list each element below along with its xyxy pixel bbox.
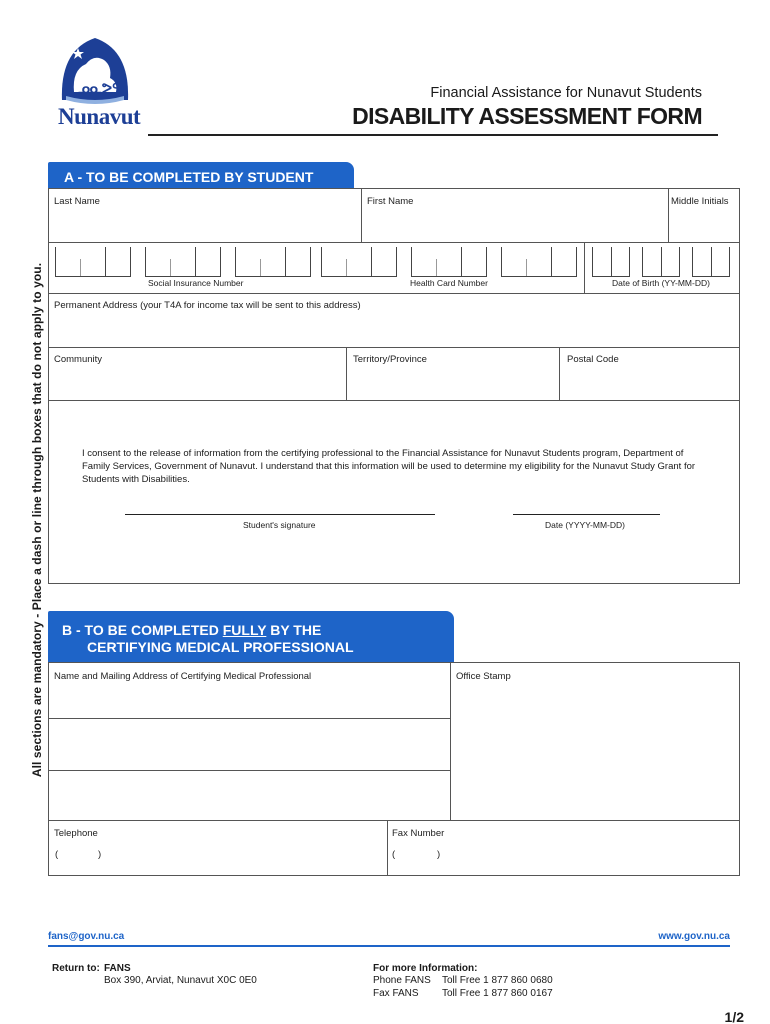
divider: [48, 770, 450, 771]
signature-date-line[interactable]: [513, 514, 660, 515]
middle-initials-field[interactable]: [670, 190, 738, 240]
fax-label: Fax Number: [392, 828, 445, 839]
section-b-tab-pre: B - TO BE COMPLETED: [62, 622, 223, 638]
telephone-label: Telephone: [54, 828, 98, 839]
first-name-field[interactable]: [364, 190, 666, 240]
fax-fans-label: Fax FANS: [373, 988, 419, 999]
divider: [48, 293, 740, 294]
email-link[interactable]: fans@gov.nu.ca: [48, 931, 125, 942]
last-name-field[interactable]: [52, 190, 358, 240]
first-name-label: First Name: [367, 196, 414, 207]
side-mandatory-note: All sections are mandatory - Place a dash or line through boxes that do not apply to you.: [30, 262, 44, 778]
middle-initials-label: Middle Initials: [671, 196, 729, 207]
fax-field[interactable]: [390, 824, 736, 874]
postal-code-label: Postal Code: [567, 354, 619, 365]
territory-label: Territory/Province: [353, 354, 427, 365]
divider: [48, 347, 740, 348]
more-info-label: For more Information:: [373, 963, 478, 974]
divider: [48, 242, 740, 243]
telephone-field[interactable]: [52, 824, 384, 874]
section-b-tab: [48, 611, 454, 663]
form-title: DISABILITY ASSESSMENT FORM: [352, 103, 702, 129]
telephone-paren-close: ): [98, 849, 102, 860]
section-b-tab-emphasis: FULLY: [222, 622, 267, 638]
community-field[interactable]: [52, 350, 342, 398]
section-b-tab-post: BY THE: [266, 622, 322, 638]
section-b-tab-line2: CERTIFYING MEDICAL PROFESSIONAL: [87, 639, 354, 655]
signature-line[interactable]: [125, 514, 435, 515]
website-link[interactable]: www.gov.nu.ca: [658, 931, 730, 942]
logo-syllabics: ᓄᓇᕗᑦ: [78, 80, 119, 96]
form-subtitle: Financial Assistance for Nunavut Students: [430, 85, 702, 101]
divider: [361, 188, 362, 242]
divider: [48, 400, 740, 401]
dob-label: Date of Birth (YY-MM-DD): [612, 278, 710, 288]
phone-value: Toll Free 1 877 860 0680: [442, 975, 553, 986]
divider: [346, 347, 347, 400]
divider: [668, 188, 669, 242]
return-address: Box 390, Arviat, Nunavut X0C 0E0: [104, 975, 257, 986]
divider: [387, 820, 388, 876]
divider: [450, 662, 451, 820]
office-stamp-area[interactable]: [454, 665, 738, 817]
last-name-label: Last Name: [54, 196, 100, 207]
header-divider: [148, 134, 718, 136]
section-a-tab: A - TO BE COMPLETED BY STUDENT: [48, 162, 354, 189]
professional-name-field[interactable]: [52, 665, 448, 717]
consent-text: I consent to the release of information from the certifying professional to the Financial Assistance for Nunavut Students program, Department of Family Services, Government of Nunavut. I understand that this information will be used to determine my eligibility for the Nunavut Study Grant for Students with Disabilities.: [82, 448, 696, 485]
address-label: Permanent Address (your T4A for income tax will be sent to this address): [54, 300, 361, 311]
page-number: 1/2: [724, 1009, 744, 1024]
professional-name-label: Name and Mailing Address of Certifying Medical Professional: [54, 671, 312, 682]
divider: [48, 820, 740, 821]
postal-code-field[interactable]: [562, 350, 736, 398]
signature-label: Student's signature: [243, 520, 316, 530]
office-stamp-label: Office Stamp: [456, 671, 511, 682]
footer-divider: [48, 945, 730, 947]
logo-wordmark: Nunavut: [58, 104, 141, 129]
dob-input-boxes[interactable]: [592, 247, 732, 277]
divider: [48, 718, 450, 719]
health-card-input-boxes[interactable]: [321, 247, 579, 277]
health-card-label: Health Card Number: [410, 278, 488, 288]
phone-label: Phone FANS: [373, 975, 431, 986]
return-name: FANS: [104, 963, 131, 974]
sin-label: Social Insurance Number: [148, 278, 244, 288]
return-label: Return to:: [52, 963, 100, 974]
fax-paren-open: (: [392, 849, 396, 860]
telephone-paren-open: (: [55, 849, 59, 860]
territory-field[interactable]: [350, 350, 556, 398]
fax-paren-close: ): [437, 849, 441, 860]
sin-input-boxes[interactable]: [55, 247, 313, 277]
divider: [584, 243, 585, 293]
signature-date-label: Date (YYYY-MM-DD): [545, 520, 625, 530]
divider: [559, 347, 560, 400]
professional-address-line-2[interactable]: [52, 773, 448, 819]
community-label: Community: [54, 354, 103, 365]
address-field[interactable]: [52, 296, 736, 346]
fax-fans-value: Toll Free 1 877 860 0167: [442, 988, 553, 999]
professional-address-line-1[interactable]: [52, 721, 448, 769]
